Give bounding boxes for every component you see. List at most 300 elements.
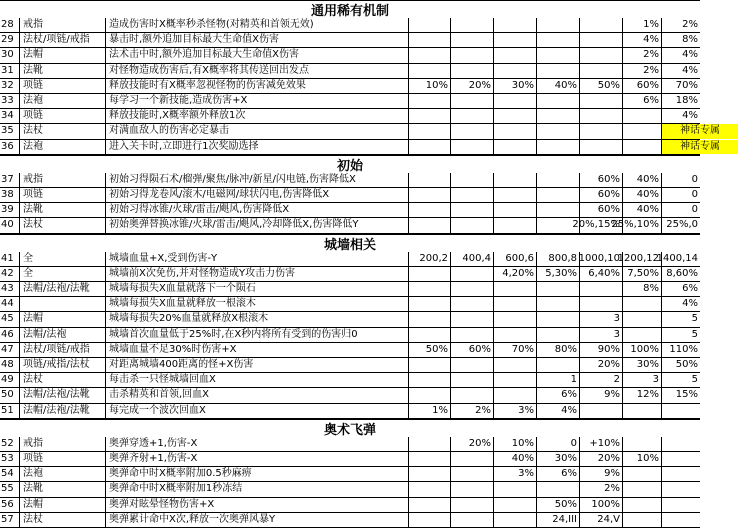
value-cell — [451, 373, 494, 387]
value-cell — [451, 498, 494, 512]
effect-description: 城墙每损失20%血量就释放X根滚木 — [106, 312, 409, 326]
section-title: 奥术飞弹 — [323, 422, 376, 438]
value-cell — [623, 482, 662, 496]
value-cell: +10% — [580, 437, 623, 451]
value-cell — [409, 64, 451, 78]
table-row — [0, 282, 700, 297]
table-row — [0, 267, 700, 282]
table-row — [0, 252, 700, 267]
effect-description: 进入关卡时,立即进行1次奖励选择 — [106, 140, 409, 154]
value-cell: 1000,10 — [580, 252, 623, 266]
value-cell — [451, 388, 494, 402]
value-cell: 20% — [580, 358, 623, 372]
value-cell — [580, 124, 623, 138]
value-cell — [451, 109, 494, 123]
value-cell: 20% — [451, 79, 494, 93]
row-number: 29 — [0, 33, 20, 47]
equipment-slot: 法靴 — [20, 64, 106, 78]
equipment-slot: 法帽 — [20, 48, 106, 62]
row-number: 45 — [0, 312, 20, 326]
value-cell — [623, 498, 662, 512]
effect-description: 奥弹命中时X概率附加1秒冻结 — [106, 482, 409, 496]
value-cell — [662, 404, 700, 418]
table-row — [0, 64, 700, 79]
value-cell — [451, 140, 494, 154]
value-cell: 100% — [580, 498, 623, 512]
row-number: 42 — [0, 267, 20, 281]
value-cell — [537, 312, 580, 326]
value-cell — [409, 467, 451, 481]
equipment-slot: 戒指 — [20, 173, 106, 187]
value-cell — [623, 437, 662, 451]
value-cell — [451, 358, 494, 372]
effect-description: 城墙每损失X血量就释放一根滚木 — [106, 297, 409, 311]
value-cell: 30% — [623, 358, 662, 372]
row-number: 28 — [0, 18, 20, 32]
value-cell — [623, 513, 662, 527]
value-cell: 100% — [623, 343, 662, 357]
row-number: 51 — [0, 404, 20, 418]
effect-description: 每击杀一只怪城墙回血X — [106, 373, 409, 387]
value-cell — [409, 140, 451, 154]
effect-description: 释放技能时有X概率忽视怪物的伤害减免效果 — [106, 79, 409, 93]
effect-description: 对满血敌人的伤害必定暴击 — [106, 124, 409, 138]
table-row — [0, 312, 700, 327]
value-cell: 90% — [580, 343, 623, 357]
table-row — [0, 109, 700, 124]
row-number: 41 — [0, 252, 20, 266]
section-header — [0, 234, 700, 252]
value-cell: 8,60% — [666, 267, 698, 279]
value-cell — [580, 140, 623, 154]
value-cell: 24,III — [537, 513, 580, 527]
value-cell — [451, 64, 494, 78]
row-number: 32 — [0, 79, 20, 93]
value-cell: 70% — [675, 79, 698, 91]
equipment-slot: 法杖/项链/戒指 — [20, 343, 106, 357]
value-cell — [494, 173, 537, 187]
value-cell: 神话专属 — [662, 140, 738, 154]
equipment-slot: 项链 — [20, 79, 106, 93]
row-number: 54 — [0, 467, 20, 481]
value-cell — [494, 94, 537, 108]
value-cell — [580, 48, 623, 62]
row-number: 31 — [0, 64, 20, 78]
value-cell: 4% — [537, 404, 580, 418]
value-cell — [451, 482, 494, 496]
value-cell: 50% — [537, 498, 580, 512]
value-cell — [537, 124, 580, 138]
value-cell — [494, 203, 537, 217]
effect-description: 对怪物造成伤害后,有X概率将其传送回出发点 — [106, 64, 409, 78]
effect-description: 初始习得陨石术/榴弹/聚焦/脉冲/新星/闪电链,伤害降低X — [106, 173, 409, 187]
value-cell — [409, 173, 451, 187]
value-cell — [662, 482, 700, 496]
effect-description: 初始奥弹替换冰锥/火球/雷击/飓风,冷却降低X,伤害降低Y — [106, 218, 409, 232]
value-cell: 9% — [580, 388, 623, 402]
value-cell — [537, 109, 580, 123]
value-cell — [409, 124, 451, 138]
effect-description: 初始习得冰锥/火球/雷击/飓风,伤害降低X — [106, 203, 409, 217]
value-cell — [494, 48, 537, 62]
value-cell — [537, 18, 580, 32]
row-number: 44 — [0, 297, 20, 311]
equipment-slot: 项链/戒指/法杖 — [20, 358, 106, 372]
value-cell: 4,20% — [494, 267, 537, 281]
value-cell: 40% — [494, 452, 537, 466]
effect-description: 城墙首次血量低于25%时,在X秒内将所有受到的伤害归0 — [106, 328, 409, 342]
table-row — [0, 437, 700, 452]
table-row — [0, 33, 700, 48]
value-cell — [494, 328, 537, 342]
value-cell — [494, 140, 537, 154]
value-cell: 2% — [451, 404, 494, 418]
value-cell: 2% — [580, 482, 623, 496]
value-cell — [451, 267, 494, 281]
value-cell: 4% — [623, 33, 662, 47]
value-cell: 1% — [623, 18, 662, 32]
table-row — [0, 404, 700, 419]
value-cell — [580, 64, 623, 78]
value-cell — [451, 297, 494, 311]
value-cell — [409, 312, 451, 326]
section-title: 通用稀有机制 — [310, 4, 389, 19]
row-number: 56 — [0, 498, 20, 512]
effect-description: 释放技能时,X概率额外释放1次 — [106, 109, 409, 123]
value-cell — [409, 513, 451, 527]
value-cell — [537, 94, 580, 108]
equipment-slot: 法帽/法袍 — [20, 328, 106, 342]
value-cell — [451, 312, 494, 326]
value-cell: 3 — [623, 373, 662, 387]
value-cell: 8% — [623, 282, 662, 296]
table-row — [0, 513, 700, 528]
row-number: 39 — [0, 203, 20, 217]
value-cell — [451, 328, 494, 342]
value-cell — [451, 452, 494, 466]
effect-description: 奥弹穿透+1,伤害-X — [106, 437, 409, 451]
value-cell: 6% — [623, 94, 662, 108]
row-number: 35 — [0, 124, 20, 138]
value-cell: 200,2 — [409, 252, 451, 266]
effect-description: 每学习一个新技能,造成伤害+X — [106, 94, 409, 108]
value-cell — [409, 188, 451, 202]
value-cell: 50% — [580, 79, 623, 93]
effect-description: 奥弹对眩晕怪物伤害+X — [106, 498, 409, 512]
effect-description: 法术击中时,额外追加目标最大生命值X伤害 — [106, 48, 409, 62]
effect-description: 造成伤害时X概率秒杀怪物(对精英和首领无效) — [106, 18, 409, 32]
value-cell — [537, 203, 580, 217]
value-cell — [451, 94, 494, 108]
effect-description: 击杀精英和首领,回血X — [106, 388, 409, 402]
effect-description: 对距离城墙400距离的怪+X伤害 — [106, 358, 409, 372]
value-cell — [580, 404, 623, 418]
value-cell — [494, 64, 537, 78]
value-cell — [580, 18, 623, 32]
effect-description: 城墙每损失X血量就落下一个陨石 — [106, 282, 409, 296]
equipment-slot: 全 — [20, 267, 106, 281]
value-cell — [409, 358, 451, 372]
table-row — [0, 140, 720, 155]
value-cell — [494, 388, 537, 402]
table-row — [0, 48, 700, 63]
value-cell — [494, 282, 537, 296]
table-row — [0, 94, 700, 109]
table-row — [0, 358, 700, 373]
value-cell: 600,6 — [494, 252, 537, 266]
value-cell — [662, 513, 700, 527]
value-cell: 40% — [537, 79, 580, 93]
value-cell — [409, 388, 451, 402]
value-cell: 40% — [623, 203, 662, 217]
value-cell: 24,V — [580, 513, 623, 527]
value-cell — [494, 358, 537, 372]
value-cell: 3 — [580, 328, 623, 342]
value-cell — [494, 124, 537, 138]
value-cell: 18% — [675, 95, 698, 107]
value-cell: 5 — [691, 374, 698, 386]
effect-description: 奥弹齐射+1,伤害-X — [106, 452, 409, 466]
section-title: 初始 — [336, 158, 363, 174]
table-row — [0, 188, 700, 203]
row-number: 57 — [0, 513, 20, 527]
value-cell: 神话专属 — [662, 124, 738, 138]
value-cell: 1200,12 — [623, 252, 662, 266]
value-cell — [451, 203, 494, 217]
value-cell — [580, 109, 623, 123]
equipment-slot: 戒指 — [20, 437, 106, 451]
value-cell — [623, 124, 662, 138]
row-number: 40 — [0, 218, 20, 232]
equipment-slot: 法杖 — [20, 373, 106, 387]
value-cell — [494, 513, 537, 527]
value-cell — [494, 109, 537, 123]
value-cell: 25%,0 — [666, 219, 698, 231]
value-cell — [494, 482, 537, 496]
row-number: 33 — [0, 94, 20, 108]
row-number: 34 — [0, 109, 20, 123]
value-cell — [409, 267, 451, 281]
value-cell — [409, 498, 451, 512]
value-cell — [537, 188, 580, 202]
table-row — [0, 467, 700, 482]
value-cell — [451, 467, 494, 481]
value-cell: 10% — [409, 79, 451, 93]
equipment-slot: 戒指 — [20, 18, 106, 32]
value-cell: 40% — [623, 188, 662, 202]
value-cell — [494, 188, 537, 202]
value-cell — [409, 218, 451, 232]
row-number: 49 — [0, 373, 20, 387]
value-cell: 80% — [537, 343, 580, 357]
value-cell — [623, 328, 662, 342]
value-cell: 2% — [623, 48, 662, 62]
value-cell — [494, 312, 537, 326]
value-cell: 20% — [580, 452, 623, 466]
row-number: 48 — [0, 358, 20, 372]
value-cell: 70% — [494, 343, 537, 357]
value-cell — [662, 498, 700, 512]
equipment-slot: 法帽/法袍/法靴 — [20, 282, 106, 296]
value-cell — [409, 109, 451, 123]
row-number: 43 — [0, 282, 20, 296]
table-row — [0, 124, 720, 139]
table-row — [0, 482, 700, 497]
table-row — [0, 343, 700, 358]
row-number: 50 — [0, 388, 20, 402]
value-cell — [537, 328, 580, 342]
value-cell — [623, 404, 662, 418]
value-cell: 6% — [537, 388, 580, 402]
value-cell: 5,30% — [537, 267, 580, 281]
equipment-slot: 法帽 — [20, 498, 106, 512]
equipment-slot: 项链 — [20, 188, 106, 202]
value-cell — [494, 498, 537, 512]
table-row — [0, 218, 700, 233]
value-cell — [409, 452, 451, 466]
value-cell: 8% — [682, 34, 698, 46]
value-cell — [537, 173, 580, 187]
value-cell — [409, 282, 451, 296]
equipment-slot: 法杖 — [20, 513, 106, 527]
value-cell — [409, 437, 451, 451]
value-cell — [537, 48, 580, 62]
row-number: 38 — [0, 188, 20, 202]
value-cell: 20%,15% — [580, 218, 623, 232]
value-cell: 30% — [537, 452, 580, 466]
value-cell — [537, 64, 580, 78]
value-cell — [494, 297, 537, 311]
table-row — [0, 452, 700, 467]
value-cell: 60% — [580, 203, 623, 217]
value-cell — [580, 297, 623, 311]
value-cell — [623, 109, 662, 123]
value-cell: 4% — [682, 64, 698, 76]
row-number: 30 — [0, 48, 20, 62]
value-cell — [409, 48, 451, 62]
table-row — [0, 498, 700, 513]
value-cell: 3% — [494, 404, 537, 418]
table-row — [0, 173, 700, 188]
value-cell — [409, 18, 451, 32]
value-cell — [451, 33, 494, 47]
value-cell: 400,4 — [451, 252, 494, 266]
value-cell — [537, 33, 580, 47]
value-cell: 12% — [623, 388, 662, 402]
effect-description: 城墙血量不足30%时伤害+X — [106, 343, 409, 357]
table-row — [0, 297, 700, 312]
value-cell: 2% — [623, 64, 662, 78]
value-cell: 30% — [494, 79, 537, 93]
equipment-slot: 法袍 — [20, 467, 106, 481]
equipment-slot: 法袍 — [20, 94, 106, 108]
value-cell — [451, 18, 494, 32]
value-cell — [623, 297, 662, 311]
value-cell — [537, 297, 580, 311]
row-number: 36 — [0, 140, 20, 154]
equipment-slot: 法靴 — [20, 203, 106, 217]
value-cell: 20% — [451, 437, 494, 451]
value-cell: 15% — [675, 389, 698, 401]
value-cell — [623, 312, 662, 326]
value-cell: 2% — [682, 19, 698, 31]
value-cell: 50% — [409, 343, 451, 357]
table-row — [0, 18, 700, 33]
value-cell: 6,40% — [580, 267, 623, 281]
value-cell — [494, 18, 537, 32]
value-cell: 1 — [537, 373, 580, 387]
value-cell: 60% — [580, 188, 623, 202]
equipment-slot: 法帽 — [20, 312, 106, 326]
value-cell — [409, 94, 451, 108]
value-cell: 0 — [537, 437, 580, 451]
value-cell: 0 — [691, 173, 698, 185]
equipment-slot: 法帽/法袍/法靴 — [20, 388, 106, 402]
value-cell — [623, 140, 662, 154]
value-cell: 800,8 — [537, 252, 580, 266]
equipment-slot: 法杖 — [20, 124, 106, 138]
value-cell: 60% — [580, 173, 623, 187]
value-cell — [662, 437, 700, 451]
row-number: 37 — [0, 173, 20, 187]
row-number: 55 — [0, 482, 20, 496]
value-cell: 4% — [682, 110, 698, 122]
equipment-slot: 法袍 — [20, 140, 106, 154]
value-cell — [494, 218, 537, 232]
effect-description: 奥弹累计命中X次,释放一次奥弹风暴Y — [106, 513, 409, 527]
effect-description: 初始习得龙卷风/滚木/电磁网/球状闪电,伤害降低X — [106, 188, 409, 202]
value-cell: 60% — [623, 79, 662, 93]
row-number: 46 — [0, 328, 20, 342]
value-cell — [494, 373, 537, 387]
value-cell: 1400,14 — [656, 252, 698, 264]
value-cell — [580, 33, 623, 47]
section-title: 城墙相关 — [323, 237, 376, 253]
equipment-slot: 法靴 — [20, 482, 106, 496]
value-cell — [451, 282, 494, 296]
value-cell: 5 — [691, 313, 698, 325]
equipment-slot: 法杖/项链/戒指 — [20, 33, 106, 47]
value-cell — [451, 188, 494, 202]
value-cell: 40% — [623, 173, 662, 187]
table-row — [0, 373, 700, 388]
equipment-slot: 项链 — [20, 452, 106, 466]
value-cell — [451, 173, 494, 187]
value-cell — [409, 33, 451, 47]
value-cell: 25%,10% — [623, 218, 662, 232]
value-cell: 60% — [451, 343, 494, 357]
value-cell — [494, 33, 537, 47]
section-header — [0, 419, 700, 437]
effect-description: 城墙前X次免伤,并对怪物造成Y攻击力伤害 — [106, 267, 409, 281]
value-cell — [451, 218, 494, 232]
value-cell: 50% — [675, 359, 698, 371]
value-cell — [662, 452, 700, 466]
value-cell: 4% — [682, 49, 698, 61]
value-cell — [409, 203, 451, 217]
effect-description: 每完成一个波次回血X — [106, 404, 409, 418]
value-cell: 7,50% — [623, 267, 662, 281]
value-cell — [451, 124, 494, 138]
value-cell — [537, 140, 580, 154]
equipment-slot: 法帽/法袍/法靴 — [20, 404, 106, 418]
row-number: 52 — [0, 437, 20, 451]
value-cell — [409, 297, 451, 311]
value-cell — [580, 282, 623, 296]
value-cell — [537, 282, 580, 296]
value-cell: 110% — [669, 343, 698, 355]
value-cell: 3 — [580, 312, 623, 326]
